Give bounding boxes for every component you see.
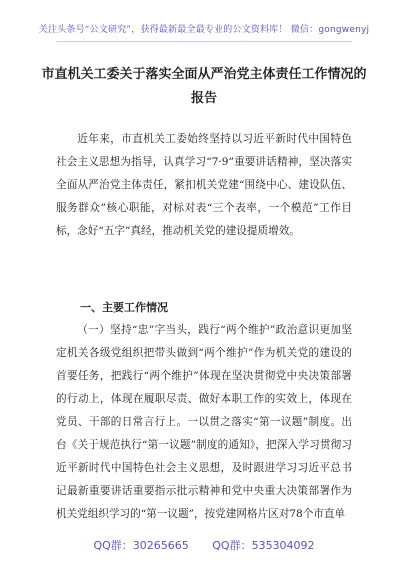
footer-qq-group-2[interactable]: QQ群：535304092 xyxy=(212,539,315,552)
header-promo-banner[interactable]: 关注头条号“公文研究”，获得最新最全最专业的公文资料库！ 微信：gongwenyj xyxy=(38,25,370,35)
document-title-line-2: 报告 xyxy=(190,91,217,106)
intro-paragraph: 近年来，市直机关工委始终坚持以习近平新时代中国特色社会主义思想为指导，认真学习“7·9”重要讲话精神，坚决落实全面从严治党主体责任，紧扣机关党建“围绕中心、建设队伍、服务群众”核心职能，对标对表“三个表率，一个模范”工作目标，念好“五字”真经，推动机关党的建设提质增效。 xyxy=(56,133,352,237)
footer-contacts xyxy=(0,537,408,553)
body-paragraph: （一）坚持“忠”字当头，践行“两个维护”政治意识更加坚定机关各级党组织把带头做到“两个维护”作为机关党的建设的首要任务，把践行“两个维护”体现在坚决贯彻党中央决策部署的行动上，体现在履职尽责、做好本职工作的实效上，体现在党员、干部的日常言行上。一以贯之落实“第一议题”制度。出台《关于规范执行“第一议题”制度的通知》，把深入学习贯彻习近平新时代中国特色社会主义思想，及时跟进学习习近平总书记最新重要讲话重要指示批示精神和党中央重大决策部署作为机关党组织学习的“第一议题”，按党建网格片区对78个市直单 xyxy=(56,324,352,520)
section-heading: 一、主要工作情况 xyxy=(80,301,168,314)
document-title-line-1: 市直机关工委关于落实全面从严治党主体责任工作情况的 xyxy=(41,67,367,82)
header-divider xyxy=(56,41,352,42)
footer-qq-group-1[interactable]: QQ群：30265665 xyxy=(93,539,189,552)
